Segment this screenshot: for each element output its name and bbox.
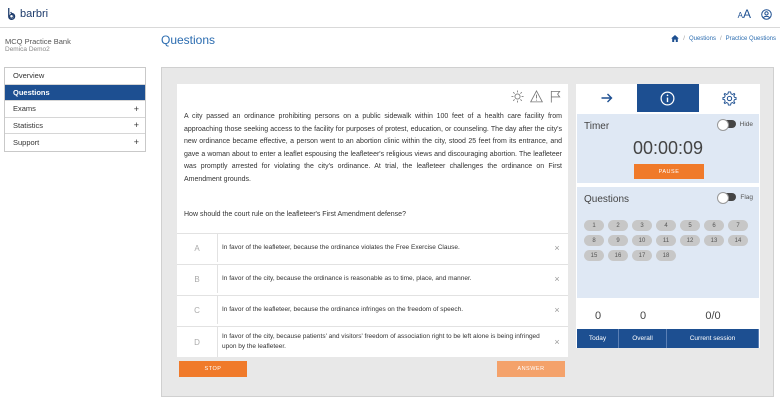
question-toolbar (511, 90, 562, 103)
sidebar-item-label: Support (13, 137, 40, 147)
question-stem: A city passed an ordinance prohibiting persons on a public sidewalk within 100 feet of a health care facility from approaching those seeking access to the facility for purposes of protest, education, or counseling. The day after the city's new ordinance became effective, a person went to an abortion clinic within the city, stood 25 feet from its entrance, and gave a woman about to enter a leaflet espousing the leafleteer's religious views and discouraging abortion. The leafleteer was promptly arrested for violating the city's ordinance. At trial, the leafleteer challenges the ordinance on First Amendment grounds. (184, 113, 562, 183)
breadcrumb-separator: / (683, 35, 685, 42)
question-navigator (577, 187, 759, 298)
question-number-button[interactable]: 3 (632, 220, 652, 231)
strike-answer-icon[interactable]: × (554, 243, 560, 253)
stat-overall-tab[interactable]: Overall (619, 329, 667, 348)
question-number-button[interactable]: 18 (656, 250, 676, 261)
sidebar-item-statistics[interactable] (5, 118, 145, 135)
expand-icon[interactable]: + (133, 137, 139, 148)
stat-session-tab[interactable]: Current session (667, 329, 759, 348)
strike-answer-icon[interactable]: × (554, 305, 560, 315)
flag-icon[interactable] (549, 90, 562, 103)
question-number-button[interactable]: 12 (680, 235, 700, 246)
sidebar-item-overview[interactable] (5, 68, 145, 85)
question-number-button[interactable]: 13 (704, 235, 724, 246)
answer-letter: A (194, 243, 200, 253)
tab-info[interactable] (637, 84, 698, 112)
strike-answer-icon[interactable]: × (554, 274, 560, 284)
stats-labels (577, 329, 759, 348)
tab-settings[interactable] (699, 84, 760, 112)
answer-button[interactable]: ANSWER (497, 361, 565, 377)
question-number-button[interactable]: 8 (584, 235, 604, 246)
sidebar-item-label: Questions (13, 87, 50, 97)
home-icon[interactable] (671, 35, 679, 42)
brand-logo[interactable] (6, 7, 48, 20)
flag-filter-toggle[interactable] (718, 193, 736, 201)
warning-icon[interactable] (530, 90, 543, 103)
question-number-button[interactable]: 17 (632, 250, 652, 261)
sidebar (4, 67, 146, 152)
expand-icon[interactable]: + (133, 103, 139, 114)
strike-answer-icon[interactable]: × (554, 337, 560, 347)
stat-today-value: 0 (594, 310, 602, 322)
answer-text: In favor of the leafleteer, because the ordinance infringes on the freedom of speech. (217, 296, 546, 324)
sidebar-item-label: Overview (13, 71, 45, 81)
answer-text: In favor of the city, because the ordinance is reasonable as to time, place, and manner. (217, 265, 546, 293)
question-number-button[interactable]: 9 (608, 235, 628, 246)
breadcrumb-separator: / (719, 35, 722, 42)
sidebar-item-support[interactable] (5, 134, 145, 151)
question-navigator-title: Questions (584, 194, 630, 205)
question-number-button[interactable]: 10 (632, 235, 652, 246)
answer-text: In favor of the leafleteer, because the ordinance violates the Free Exercise Clause. (217, 234, 546, 262)
answer-text: In favor of the city, because patients' and visitors' freedom of association right to be left alone is being infringed upon by the leafleteer. (217, 327, 546, 357)
sidebar-item-label: Statistics (13, 120, 44, 130)
flag-filter-label: Flag (740, 193, 753, 201)
question-number-button[interactable]: 2 (608, 220, 628, 231)
question-number-button[interactable]: 11 (656, 235, 676, 246)
tab-next[interactable] (576, 84, 637, 112)
answer-option-c[interactable] (177, 295, 568, 324)
sidebar-item-label: Exams (13, 104, 36, 114)
bank-title: MCQ Practice Bank (5, 37, 71, 46)
stat-overall-value: 0 (639, 310, 647, 322)
sidebar-item-questions[interactable] (5, 85, 145, 102)
answer-letter: D (194, 337, 200, 347)
stop-button[interactable]: STOP (179, 361, 247, 377)
font-size-toggle[interactable] (738, 7, 751, 21)
question-number-button[interactable]: 15 (584, 250, 604, 261)
panel-tabs (576, 84, 760, 112)
question-prompt: How should the court rule on the leafleteer's First Amendment defense? (184, 211, 406, 218)
question-number-button[interactable]: 6 (704, 220, 724, 231)
answer-option-b[interactable] (177, 264, 568, 293)
answer-letter: B (194, 274, 200, 284)
stat-session-value: 0/0 (705, 310, 721, 322)
stat-today-tab[interactable]: Today (577, 329, 619, 348)
hide-timer-toggle[interactable] (718, 120, 736, 128)
font-size-large-label: A (742, 7, 751, 21)
timer-title: Timer (584, 121, 610, 132)
hide-timer-label: Hide (739, 120, 753, 128)
question-workspace (161, 67, 774, 397)
stats-values (577, 304, 759, 328)
top-bar (0, 0, 780, 28)
brightness-icon[interactable] (511, 90, 524, 103)
question-number-button[interactable]: 14 (728, 235, 748, 246)
gear-icon (722, 91, 737, 106)
font-size-small-label: A (737, 11, 743, 20)
breadcrumb-questions[interactable]: Questions (688, 35, 716, 42)
pause-button[interactable]: PAUSE (634, 164, 704, 179)
question-panel (177, 84, 568, 357)
timer-section (577, 114, 759, 183)
question-number-button[interactable]: 4 (656, 220, 676, 231)
answer-option-a[interactable] (177, 233, 568, 262)
user-account-icon[interactable] (761, 9, 772, 20)
session-panel (576, 84, 760, 348)
breadcrumb (671, 35, 776, 42)
page-title: Questions (161, 33, 216, 47)
question-number-grid (584, 220, 754, 261)
brand-name: barbri (20, 7, 49, 20)
expand-icon[interactable]: + (133, 120, 139, 131)
question-number-button[interactable]: 1 (584, 220, 604, 231)
question-number-button[interactable]: 5 (680, 220, 700, 231)
answer-letter: C (194, 305, 200, 315)
sidebar-item-exams[interactable] (5, 101, 145, 118)
breadcrumb-practice-questions[interactable]: Practice Questions (725, 35, 776, 42)
barbri-logo-icon (6, 7, 17, 20)
timer-display: 00:00:09 (632, 138, 704, 158)
question-number-button[interactable]: 16 (608, 250, 628, 261)
question-number-button[interactable]: 7 (728, 220, 748, 231)
info-icon (660, 91, 675, 106)
answer-option-d[interactable] (177, 326, 568, 357)
arrow-right-icon (601, 93, 613, 103)
bank-user: Demica Demo2 (5, 46, 50, 53)
